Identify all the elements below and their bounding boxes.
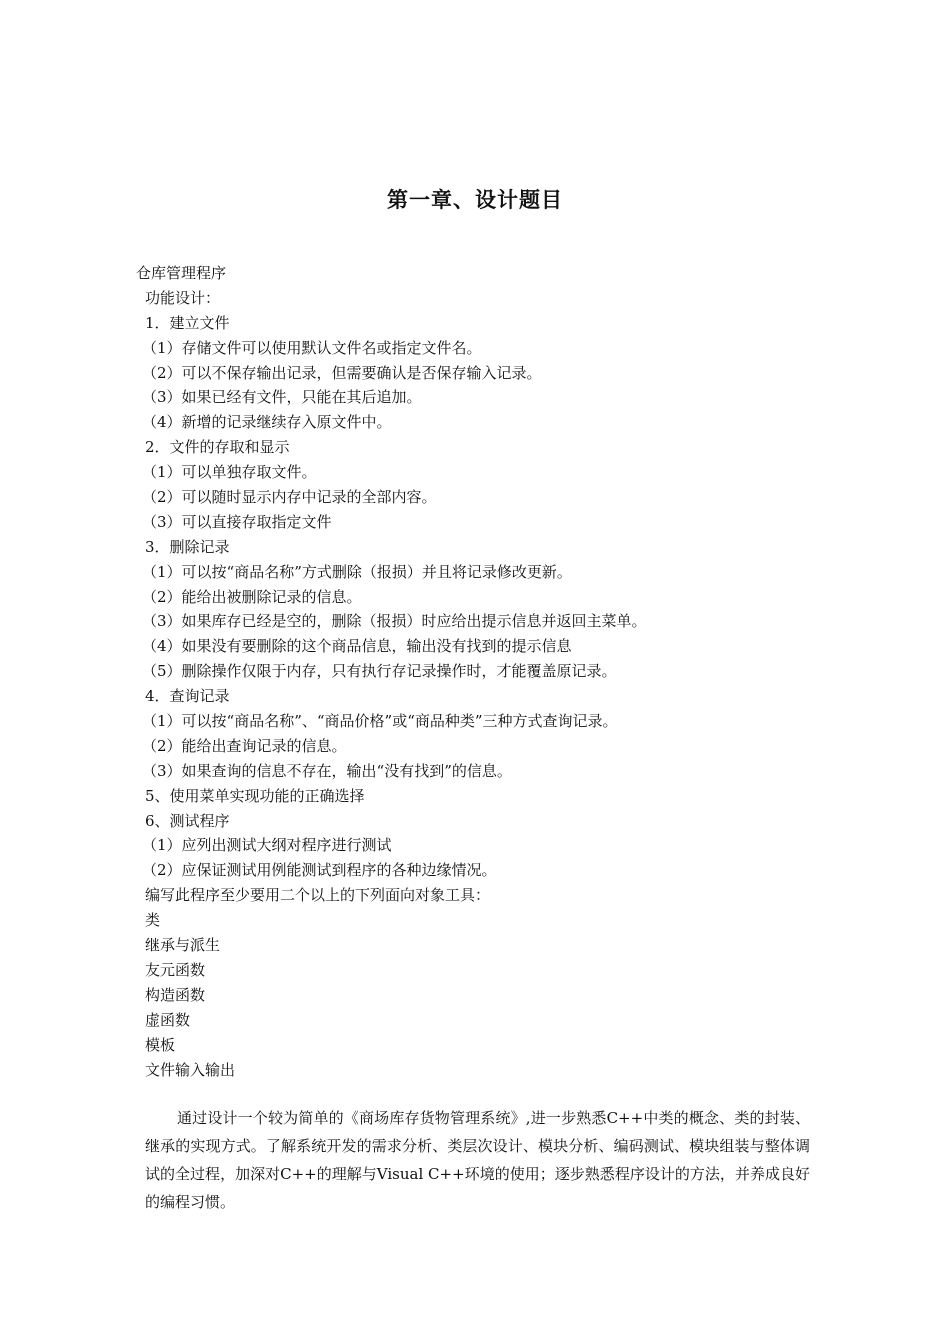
requirement-line: 仓库管理程序 (136, 264, 227, 282)
requirement-line: 类 (145, 911, 161, 930)
requirement-line: 6、测试程序 (145, 811, 230, 830)
summary-paragraph: 通过设计一个较为简单的《商场库存货物管理系统》,进一步熟悉C++中类的概念、类的封装、继承的实现方式。了解系统开发的需求分析、类层次设计、模块分析、编码测试、模块组装与整体调试的全过程，加深对C++的理解与Visual C++环境的使用；逐步熟悉程序设计的方法，并养成良好的编程习惯。 (145, 1109, 810, 1211)
requirement-line: 功能设计： (145, 288, 221, 307)
chapter-title: 第一章、设计题目 (387, 188, 563, 212)
requirement-line: （1）可以按“商品名称”、“商品价格”或“商品种类”三种方式查询记录。 (142, 712, 618, 731)
requirement-line: 继承与派生 (145, 936, 221, 955)
requirement-line: （3）如果库存已经是空的，删除（报损）时应给出提示信息并返回主菜单。 (142, 612, 647, 631)
requirement-line: 构造函数 (145, 985, 206, 1004)
requirement-line: （1）可以单独存取文件。 (142, 463, 317, 482)
requirement-line: （4）新增的记录继续存入原文件中。 (142, 413, 392, 432)
requirement-line: 4．查询记录 (145, 687, 230, 706)
requirement-line: （2）可以随时显示内存中记录的全部内容。 (142, 488, 437, 507)
requirement-line: 友元函数 (145, 960, 206, 979)
requirements-list (136, 261, 836, 1082)
requirement-line: 虚函数 (145, 1010, 191, 1029)
requirement-line: （2）能给出被删除记录的信息。 (142, 587, 362, 606)
requirement-line: （2）应保证测试用例能测试到程序的各种边缘情况。 (142, 861, 497, 880)
requirement-line: （2）能给出查询记录的信息。 (142, 736, 347, 755)
requirement-line: 编写此程序至少要用二个以上的下列面向对象工具： (145, 886, 491, 905)
requirement-line: 文件输入输出 (145, 1060, 236, 1079)
requirement-line: 1．建立文件 (145, 313, 230, 332)
requirement-line: （3）可以直接存取指定文件 (142, 512, 332, 531)
requirement-line: （5）删除操作仅限于内存，只有执行存记录操作时，才能覆盖原记录。 (142, 662, 617, 681)
requirement-line: （1）存储文件可以使用默认文件名或指定文件名。 (142, 338, 482, 357)
requirement-line: （1）可以按“商品名称”方式删除（报损）并且将记录修改更新。 (142, 562, 572, 581)
requirement-line: （3）如果已经有文件，只能在其后追加。 (142, 388, 422, 407)
requirement-line: （4）如果没有要删除的这个商品信息，输出没有找到的提示信息 (142, 637, 572, 656)
requirement-line: 3．删除记录 (145, 537, 230, 556)
requirement-line: 2．文件的存取和显示 (145, 438, 290, 457)
requirement-line: 5、使用菜单实现功能的正确选择 (145, 786, 365, 805)
requirement-line: （1）应列出测试大纲对程序进行测试 (142, 836, 392, 855)
requirement-line: （3）如果查询的信息不存在，输出“没有找到”的信息。 (142, 761, 512, 780)
requirement-line: （2）可以不保存输出记录，但需要确认是否保存输入记录。 (142, 363, 542, 382)
requirement-line: 模板 (145, 1035, 176, 1054)
